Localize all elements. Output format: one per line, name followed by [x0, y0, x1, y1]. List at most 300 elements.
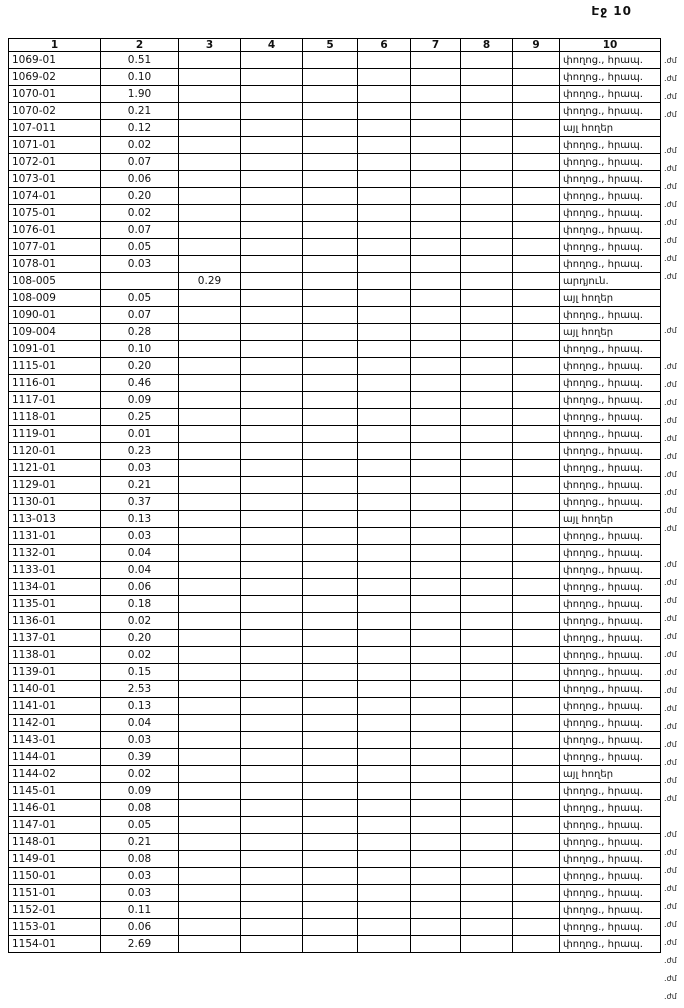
margin-note: .ժմ [664, 614, 677, 623]
margin-note: .ժմ [664, 524, 677, 533]
col5-cell [303, 698, 358, 715]
col4-cell [241, 443, 303, 460]
col8-cell [461, 902, 513, 919]
col7-cell [411, 256, 461, 273]
col6-cell [358, 579, 411, 596]
table-row [9, 86, 661, 103]
margin-note: .ժմ [664, 74, 677, 83]
area-col2-cell: 0.07 [101, 307, 179, 324]
usage-cell: փողոց., հրապ. [560, 256, 661, 273]
col7-cell [411, 120, 461, 137]
col4-cell [241, 715, 303, 732]
col7-cell [411, 647, 461, 664]
col4-cell [241, 868, 303, 885]
area-col3-cell [179, 698, 241, 715]
area-col3-cell [179, 545, 241, 562]
table-row [9, 307, 661, 324]
col8-cell [461, 681, 513, 698]
area-col3-cell [179, 834, 241, 851]
col4-cell [241, 681, 303, 698]
area-col2-cell: 0.07 [101, 154, 179, 171]
code-cell: 1091-01 [9, 341, 101, 358]
col9-cell [513, 477, 560, 494]
col6-cell [358, 817, 411, 834]
area-col2-cell: 0.09 [101, 392, 179, 409]
col4-cell [241, 834, 303, 851]
col9-cell [513, 307, 560, 324]
area-col3-cell [179, 647, 241, 664]
col5-cell [303, 732, 358, 749]
margin-note: .ժմ [664, 596, 677, 605]
col9-cell [513, 885, 560, 902]
margin-note: .ժմ [664, 200, 677, 209]
col8-cell [461, 783, 513, 800]
table-row [9, 443, 661, 460]
usage-cell: փողոց., հրապ. [560, 307, 661, 324]
area-col3-cell [179, 885, 241, 902]
usage-cell: փողոց., հրապ. [560, 800, 661, 817]
col5-cell [303, 103, 358, 120]
col9-cell [513, 137, 560, 154]
col6-cell [358, 766, 411, 783]
col6-cell [358, 426, 411, 443]
area-col2-cell: 0.08 [101, 800, 179, 817]
col9-cell [513, 817, 560, 834]
col6-cell [358, 443, 411, 460]
usage-cell: փողոց., հրապ. [560, 647, 661, 664]
col6-cell [358, 154, 411, 171]
table-row [9, 494, 661, 511]
code-cell: 1069-01 [9, 52, 101, 69]
table-row [9, 936, 661, 953]
col6-cell [358, 273, 411, 290]
area-col2-cell: 0.11 [101, 902, 179, 919]
col6-cell [358, 171, 411, 188]
area-col2-cell: 0.10 [101, 69, 179, 86]
code-cell: 1148-01 [9, 834, 101, 851]
col7-cell [411, 103, 461, 120]
col4-cell [241, 120, 303, 137]
col4-cell [241, 664, 303, 681]
area-col3-cell [179, 868, 241, 885]
table-row [9, 205, 661, 222]
area-col3-cell: 0.29 [179, 273, 241, 290]
col8-cell [461, 324, 513, 341]
margin-note: .ժմ [664, 668, 677, 677]
margin-note: .ժմ [664, 686, 677, 695]
col8-cell [461, 800, 513, 817]
col8-cell [461, 426, 513, 443]
code-cell: 1142-01 [9, 715, 101, 732]
col6-cell [358, 69, 411, 86]
table-row [9, 664, 661, 681]
col5-cell [303, 545, 358, 562]
col5-cell [303, 664, 358, 681]
usage-cell: փողոց., հրապ. [560, 154, 661, 171]
area-col2-cell: 0.04 [101, 545, 179, 562]
col7-cell [411, 511, 461, 528]
col9-cell [513, 426, 560, 443]
col9-cell [513, 86, 560, 103]
margin-note: .ժմ [664, 578, 677, 587]
col5-cell [303, 375, 358, 392]
table-row [9, 630, 661, 647]
usage-cell: փողոց., հրապ. [560, 834, 661, 851]
area-col3-cell [179, 358, 241, 375]
area-col3-cell [179, 409, 241, 426]
col6-cell [358, 324, 411, 341]
table-row [9, 902, 661, 919]
col5-cell [303, 613, 358, 630]
table-row [9, 596, 661, 613]
area-col3-cell [179, 715, 241, 732]
col5-cell [303, 681, 358, 698]
col9-cell [513, 375, 560, 392]
col7-cell [411, 562, 461, 579]
area-col2-cell: 0.15 [101, 664, 179, 681]
col4-cell [241, 205, 303, 222]
table-row [9, 222, 661, 239]
col4-cell [241, 409, 303, 426]
table-row [9, 766, 661, 783]
area-col3-cell [179, 477, 241, 494]
col8-cell [461, 596, 513, 613]
col7-cell [411, 426, 461, 443]
col5-cell [303, 562, 358, 579]
col9-cell [513, 834, 560, 851]
col7-cell [411, 137, 461, 154]
area-col3-cell [179, 749, 241, 766]
col5-cell [303, 290, 358, 307]
code-cell: 1133-01 [9, 562, 101, 579]
col4-cell [241, 324, 303, 341]
area-col2-cell: 0.03 [101, 868, 179, 885]
col8-cell [461, 579, 513, 596]
area-col3-cell [179, 69, 241, 86]
col7-cell [411, 86, 461, 103]
table-row [9, 120, 661, 137]
margin-note: .ժմ [664, 938, 677, 947]
margin-note: .ժմ [664, 920, 677, 929]
area-col2-cell: 2.69 [101, 936, 179, 953]
col6-cell [358, 222, 411, 239]
table-row [9, 460, 661, 477]
col6-cell [358, 562, 411, 579]
col7-cell [411, 205, 461, 222]
col6-cell [358, 52, 411, 69]
code-cell: 1117-01 [9, 392, 101, 409]
usage-cell: փողոց., հրապ. [560, 239, 661, 256]
col8-cell [461, 86, 513, 103]
col4-cell [241, 885, 303, 902]
margin-note: .ժմ [664, 398, 677, 407]
col8-cell [461, 664, 513, 681]
area-col3-cell [179, 613, 241, 630]
land-parcel-table [8, 38, 661, 953]
col4-cell [241, 545, 303, 562]
col4-cell [241, 103, 303, 120]
col6-cell [358, 460, 411, 477]
col9-cell [513, 256, 560, 273]
col5-cell [303, 341, 358, 358]
column-header-1: 1 [9, 39, 101, 52]
table-row [9, 851, 661, 868]
area-col3-cell [179, 630, 241, 647]
column-header-4: 4 [241, 39, 303, 52]
table-row [9, 409, 661, 426]
column-header-3: 3 [179, 39, 241, 52]
col5-cell [303, 222, 358, 239]
col5-cell [303, 494, 358, 511]
area-col2-cell: 0.28 [101, 324, 179, 341]
col7-cell [411, 715, 461, 732]
col8-cell [461, 851, 513, 868]
code-cell: 1131-01 [9, 528, 101, 545]
col6-cell [358, 528, 411, 545]
margin-note: .ժմ [664, 218, 677, 227]
area-col2-cell: 0.05 [101, 290, 179, 307]
col4-cell [241, 749, 303, 766]
col4-cell [241, 630, 303, 647]
margin-note: .ժմ [664, 776, 677, 785]
col9-cell [513, 528, 560, 545]
usage-cell: այլ հողեր [560, 120, 661, 137]
code-cell: 1071-01 [9, 137, 101, 154]
col8-cell [461, 715, 513, 732]
col8-cell [461, 511, 513, 528]
table-row [9, 647, 661, 664]
usage-cell: փողոց., հրապ. [560, 817, 661, 834]
usage-cell: փողոց., հրապ. [560, 902, 661, 919]
code-cell: 1090-01 [9, 307, 101, 324]
col9-cell [513, 171, 560, 188]
area-col3-cell [179, 205, 241, 222]
margin-note: .ժմ [664, 848, 677, 857]
column-header-7: 7 [411, 39, 461, 52]
col9-cell [513, 324, 560, 341]
col9-cell [513, 851, 560, 868]
col4-cell [241, 307, 303, 324]
area-col2-cell: 0.20 [101, 358, 179, 375]
code-cell: 1121-01 [9, 460, 101, 477]
margin-note: .ժմ [664, 830, 677, 839]
col4-cell [241, 562, 303, 579]
col9-cell [513, 613, 560, 630]
col5-cell [303, 783, 358, 800]
usage-cell: փողոց., հրապ. [560, 596, 661, 613]
col9-cell [513, 511, 560, 528]
col7-cell [411, 698, 461, 715]
col6-cell [358, 783, 411, 800]
margin-note: .ժմ [664, 434, 677, 443]
area-col2-cell: 0.12 [101, 120, 179, 137]
col4-cell [241, 494, 303, 511]
col8-cell [461, 375, 513, 392]
table-body [9, 52, 661, 953]
usage-cell: փողոց., հրապ. [560, 443, 661, 460]
col7-cell [411, 239, 461, 256]
col7-cell [411, 460, 461, 477]
usage-cell: փողոց., հրապ. [560, 698, 661, 715]
area-col2-cell: 0.20 [101, 630, 179, 647]
usage-cell: փողոց., հրապ. [560, 936, 661, 953]
area-col2-cell: 0.10 [101, 341, 179, 358]
area-col2-cell: 0.05 [101, 817, 179, 834]
margin-note: .ժմ [664, 722, 677, 731]
col5-cell [303, 749, 358, 766]
usage-cell: փողոց., հրապ. [560, 375, 661, 392]
usage-cell: փողոց., հրապ. [560, 358, 661, 375]
table-row [9, 528, 661, 545]
col6-cell [358, 936, 411, 953]
usage-cell: փողոց., հրապ. [560, 426, 661, 443]
usage-cell: փողոց., հրապ. [560, 460, 661, 477]
table-row [9, 137, 661, 154]
col6-cell [358, 358, 411, 375]
code-cell: 1139-01 [9, 664, 101, 681]
column-header-10: 10 [560, 39, 661, 52]
usage-cell: փողոց., հրապ. [560, 868, 661, 885]
col5-cell [303, 885, 358, 902]
col4-cell [241, 528, 303, 545]
margin-note: .ժմ [664, 254, 677, 263]
code-cell: 1141-01 [9, 698, 101, 715]
col7-cell [411, 171, 461, 188]
col5-cell [303, 409, 358, 426]
table-row [9, 715, 661, 732]
usage-cell: փողոց., հրապ. [560, 630, 661, 647]
col9-cell [513, 664, 560, 681]
col6-cell [358, 834, 411, 851]
table-row [9, 154, 661, 171]
col5-cell [303, 273, 358, 290]
table-row [9, 732, 661, 749]
col4-cell [241, 154, 303, 171]
area-col2-cell: 0.03 [101, 732, 179, 749]
col4-cell [241, 86, 303, 103]
col7-cell [411, 579, 461, 596]
col5-cell [303, 188, 358, 205]
margin-note: .ժմ [664, 236, 677, 245]
col4-cell [241, 783, 303, 800]
area-col2-cell: 0.13 [101, 698, 179, 715]
table-header-row [9, 39, 661, 52]
col6-cell [358, 851, 411, 868]
col5-cell [303, 358, 358, 375]
area-col3-cell [179, 375, 241, 392]
col6-cell [358, 885, 411, 902]
margin-note: .ժմ [664, 452, 677, 461]
area-col2-cell: 0.02 [101, 647, 179, 664]
area-col3-cell [179, 341, 241, 358]
usage-cell: փողոց., հրապ. [560, 664, 661, 681]
code-cell: 1136-01 [9, 613, 101, 630]
col7-cell [411, 188, 461, 205]
col9-cell [513, 545, 560, 562]
col4-cell [241, 851, 303, 868]
code-cell: 1154-01 [9, 936, 101, 953]
code-cell: 1135-01 [9, 596, 101, 613]
col9-cell [513, 443, 560, 460]
usage-cell: փողոց., հրապ. [560, 341, 661, 358]
col5-cell [303, 647, 358, 664]
area-col3-cell [179, 494, 241, 511]
code-cell: 1074-01 [9, 188, 101, 205]
usage-cell: փողոց., հրապ. [560, 69, 661, 86]
table-row [9, 579, 661, 596]
table-row [9, 545, 661, 562]
area-col2-cell: 0.06 [101, 171, 179, 188]
area-col2-cell: 0.03 [101, 256, 179, 273]
code-cell: 107-011 [9, 120, 101, 137]
area-col3-cell [179, 426, 241, 443]
col7-cell [411, 494, 461, 511]
col7-cell [411, 613, 461, 630]
col6-cell [358, 596, 411, 613]
col9-cell [513, 647, 560, 664]
table-row [9, 613, 661, 630]
col5-cell [303, 834, 358, 851]
col8-cell [461, 698, 513, 715]
margin-note: .ժմ [664, 362, 677, 371]
col9-cell [513, 103, 560, 120]
col8-cell [461, 188, 513, 205]
col4-cell [241, 817, 303, 834]
col6-cell [358, 613, 411, 630]
code-cell: 1150-01 [9, 868, 101, 885]
area-col3-cell [179, 783, 241, 800]
col9-cell [513, 239, 560, 256]
col7-cell [411, 69, 461, 86]
col4-cell [241, 171, 303, 188]
usage-cell: փողոց., հրապ. [560, 477, 661, 494]
col6-cell [358, 256, 411, 273]
area-col3-cell [179, 392, 241, 409]
margin-note: .ժմ [664, 560, 677, 569]
table-row [9, 868, 661, 885]
usage-cell: փողոց., հրապ. [560, 137, 661, 154]
col7-cell [411, 409, 461, 426]
code-cell: 108-005 [9, 273, 101, 290]
usage-cell: փողոց., հրապ. [560, 885, 661, 902]
col8-cell [461, 766, 513, 783]
col5-cell [303, 902, 358, 919]
area-col2-cell: 0.21 [101, 103, 179, 120]
col8-cell [461, 171, 513, 188]
col4-cell [241, 579, 303, 596]
margin-note: .ժմ [664, 272, 677, 281]
area-col2-cell: 0.08 [101, 851, 179, 868]
usage-cell: փողոց., հրապ. [560, 749, 661, 766]
col5-cell [303, 766, 358, 783]
col4-cell [241, 137, 303, 154]
code-cell: 1146-01 [9, 800, 101, 817]
col5-cell [303, 69, 358, 86]
col6-cell [358, 103, 411, 120]
table-row [9, 324, 661, 341]
area-col3-cell [179, 188, 241, 205]
col5-cell [303, 919, 358, 936]
col8-cell [461, 817, 513, 834]
col5-cell [303, 477, 358, 494]
col8-cell [461, 868, 513, 885]
col4-cell [241, 800, 303, 817]
col5-cell [303, 120, 358, 137]
area-col2-cell: 0.02 [101, 613, 179, 630]
col8-cell [461, 630, 513, 647]
col8-cell [461, 341, 513, 358]
col5-cell [303, 205, 358, 222]
